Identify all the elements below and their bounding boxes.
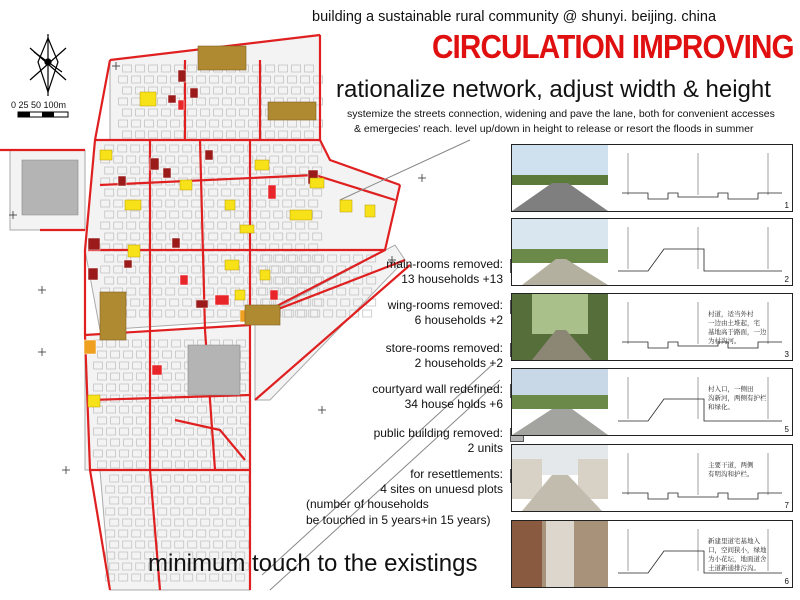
street-section-3 — [511, 293, 793, 361]
legend-item-resettlement — [380, 467, 503, 497]
cross-section-drawing — [608, 219, 792, 285]
legend-item-main-rooms — [386, 257, 503, 287]
legend-count: 4 sites on unuesd plots — [380, 482, 503, 496]
section-number: 2 — [784, 275, 789, 284]
section-number: 7 — [784, 501, 789, 510]
section-number: 3 — [784, 350, 789, 359]
street-photo — [512, 294, 608, 360]
note-line-1: (number of households — [306, 497, 429, 511]
north-arrow-icon — [30, 34, 66, 96]
legend-count: 34 house holds +6 — [404, 397, 503, 411]
street-section-6 — [511, 520, 793, 588]
cross-section-drawing — [608, 369, 792, 435]
street-section-2 — [511, 218, 793, 286]
legend-label: store-rooms removed: — [385, 341, 503, 355]
note-line-2: be touched in 5 years+in 15 years) — [306, 513, 491, 527]
street-photo — [512, 445, 608, 511]
svg-text:为小花坛，地面道舍: 为小花坛，地面道舍 — [708, 555, 767, 563]
legend-note — [306, 496, 490, 528]
svg-text:土道新通排污沟。: 土道新通排污沟。 — [708, 564, 760, 572]
cross-section-drawing — [608, 521, 792, 587]
street-section-5 — [511, 368, 793, 436]
description-line-2: & emergecies' reach. level up/down in height to release or resort the floods in summer — [354, 123, 754, 135]
svg-text:沟新河，两侧有护栏: 沟新河，两侧有护栏 — [708, 394, 767, 402]
legend-item-wing-rooms — [388, 298, 503, 328]
scale-label: 0 25 50 100m — [11, 100, 67, 110]
svg-text:基地高于路面，一边: 基地高于路面，一边 — [708, 328, 767, 336]
section-heading: rationalize network, adjust width & height — [336, 76, 771, 103]
svg-text:一边由土堆起，宅: 一边由土堆起，宅 — [708, 319, 760, 327]
legend-item-courtyard — [372, 382, 503, 412]
legend-count: 2 households +2 — [414, 356, 503, 370]
project-subtitle: building a sustainable rural community @ shunyi. beijing. china — [312, 9, 717, 25]
svg-text:和绿化。: 和绿化。 — [708, 403, 734, 411]
street-photo — [512, 145, 608, 211]
legend-label: wing-rooms removed: — [387, 298, 503, 312]
page-title: CIRCULATION IMPROVING — [432, 28, 794, 65]
svg-text:口，空间狭小，绿地: 口，空间狭小，绿地 — [708, 546, 767, 554]
svg-text:村入口，一侧田: 村入口，一侧田 — [708, 385, 754, 393]
section-number: 5 — [784, 425, 789, 434]
legend-count: 6 households +2 — [414, 313, 503, 327]
legend-count: 13 households +13 — [401, 272, 503, 286]
street-section-7 — [511, 444, 793, 512]
footer-slogan: minimum touch to the existings — [148, 550, 478, 577]
description-line-1: systemize the streets connection, widening and pave the lane, both for convenient accesses — [347, 108, 775, 120]
section-number: 1 — [784, 201, 789, 210]
legend-label: for resettlements: — [410, 467, 503, 481]
legend-item-public-building — [374, 426, 503, 456]
street-photo — [512, 369, 608, 435]
svg-text:为村沟河。: 为村沟河。 — [708, 337, 741, 345]
svg-text:有明沟和护栏。: 有明沟和护栏。 — [708, 470, 754, 478]
svg-text:新建里道宅基地入: 新建里道宅基地入 — [708, 537, 760, 545]
legend-item-store-rooms — [386, 341, 503, 371]
street-photo — [512, 521, 608, 587]
street-photo — [512, 219, 608, 285]
building-footprint — [363, 310, 372, 317]
cross-section-drawing — [608, 145, 792, 211]
svg-text:村道，适当外村: 村道，适当外村 — [708, 310, 754, 318]
legend-label: public building removed: — [373, 426, 503, 440]
street-section-1 — [511, 144, 793, 212]
scale-bar — [18, 112, 68, 117]
section-number: 6 — [784, 577, 789, 586]
legend-label: courtyard wall redefined: — [372, 382, 503, 396]
svg-text:主要干道，两侧: 主要干道，两侧 — [708, 461, 754, 469]
cross-section-drawing — [608, 445, 792, 511]
cross-section-drawing — [608, 294, 792, 360]
legend-count: 2 units — [467, 441, 503, 455]
legend-label: main-rooms removed: — [386, 257, 503, 271]
